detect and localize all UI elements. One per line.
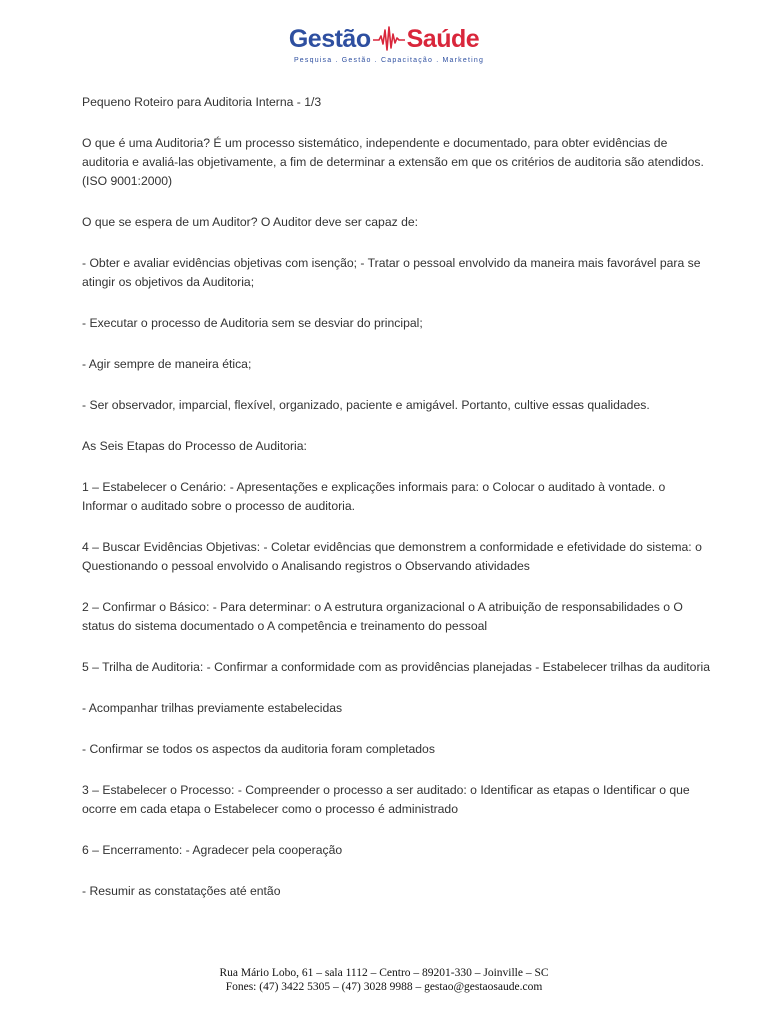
paragraph-step: 3 – Estabelecer o Processo: - Compreender o processo a ser auditado: o Identificar as etapas o Identificar o que ocorre em cada etapa o Estabelecer como o processo é administrado: [82, 783, 690, 816]
paragraph-step: 1 – Estabelecer o Cenário: - Apresentações e explicações informais para: o Colocar o auditado à vontade. o Informar o auditado sobre o processo de auditoria.: [82, 480, 666, 513]
footer-contact: Fones: (47) 3422 5305 – (47) 3028 9988 – gestao@gestaosaude.com: [225, 981, 543, 993]
paragraph-item: - Obter e avaliar evidências objetivas com isenção; - Tratar o pessoal envolvido da maneira mais favorável para se atingir os objetivos da Auditoria;: [82, 256, 701, 289]
paragraph-item: - Confirmar se todos os aspectos da auditoria foram completados: [82, 742, 435, 756]
logo-text-saude: Saúde: [406, 25, 480, 53]
document-body: [82, 93, 712, 923]
logo-tagline: Pesquisa . Gestão . Capacitação . Marketing: [293, 57, 485, 64]
paragraph-item: - Agir sempre de maneira ética;: [82, 357, 252, 371]
paragraph-item: - Ser observador, imparcial, flexível, organizado, paciente e amigável. Portanto, cultive essas qualidades.: [82, 398, 650, 412]
paragraph-item: - Resumir as constatações até então: [82, 884, 281, 898]
heartbeat-wave-icon: [373, 24, 405, 54]
logo-wordmark: [289, 22, 479, 56]
paragraph-step: 4 – Buscar Evidências Objetivas: - Coletar evidências que demonstrem a conformidade e efetividade do sistema: o Questionando o pessoal envolvido o Analisando registros o Observando atividades: [82, 540, 702, 573]
page-footer: [0, 966, 768, 994]
paragraph-step: 6 – Encerramento: - Agradecer pela cooperação: [82, 843, 343, 857]
company-logo: [0, 22, 768, 66]
section-heading: As Seis Etapas do Processo de Auditoria:: [82, 439, 307, 453]
paragraph-auditor-question: O que se espera de um Auditor? O Auditor deve ser capaz de:: [82, 215, 419, 229]
paragraph-item: - Executar o processo de Auditoria sem se desviar do principal;: [82, 316, 423, 330]
logo-text-gestao: Gestão: [288, 25, 371, 53]
paragraph-step: 5 – Trilha de Auditoria: - Confirmar a conformidade com as providências planejadas - Estabelecer trilhas da auditoria: [82, 660, 710, 674]
paragraph-step: 2 – Confirmar o Básico: - Para determinar: o A estrutura organizacional o A atribuição de responsabilidades o O status do sistema documentado o A competência e treinamento do pessoal: [82, 600, 683, 633]
document-title: Pequeno Roteiro para Auditoria Interna - 1/3: [82, 95, 322, 109]
paragraph-definition: O que é uma Auditoria? É um processo sistemático, independente e documentado, para obter evidências de auditoria e avaliá-las objetivamente, a fim de determinar a extensão em que os critérios de auditoria são atendidos. (ISO 9001:2000): [82, 136, 704, 188]
paragraph-item: - Acompanhar trilhas previamente estabelecidas: [82, 701, 343, 715]
footer-address: Rua Mário Lobo, 61 – sala 1112 – Centro – 89201-330 – Joinville – SC: [219, 967, 549, 979]
